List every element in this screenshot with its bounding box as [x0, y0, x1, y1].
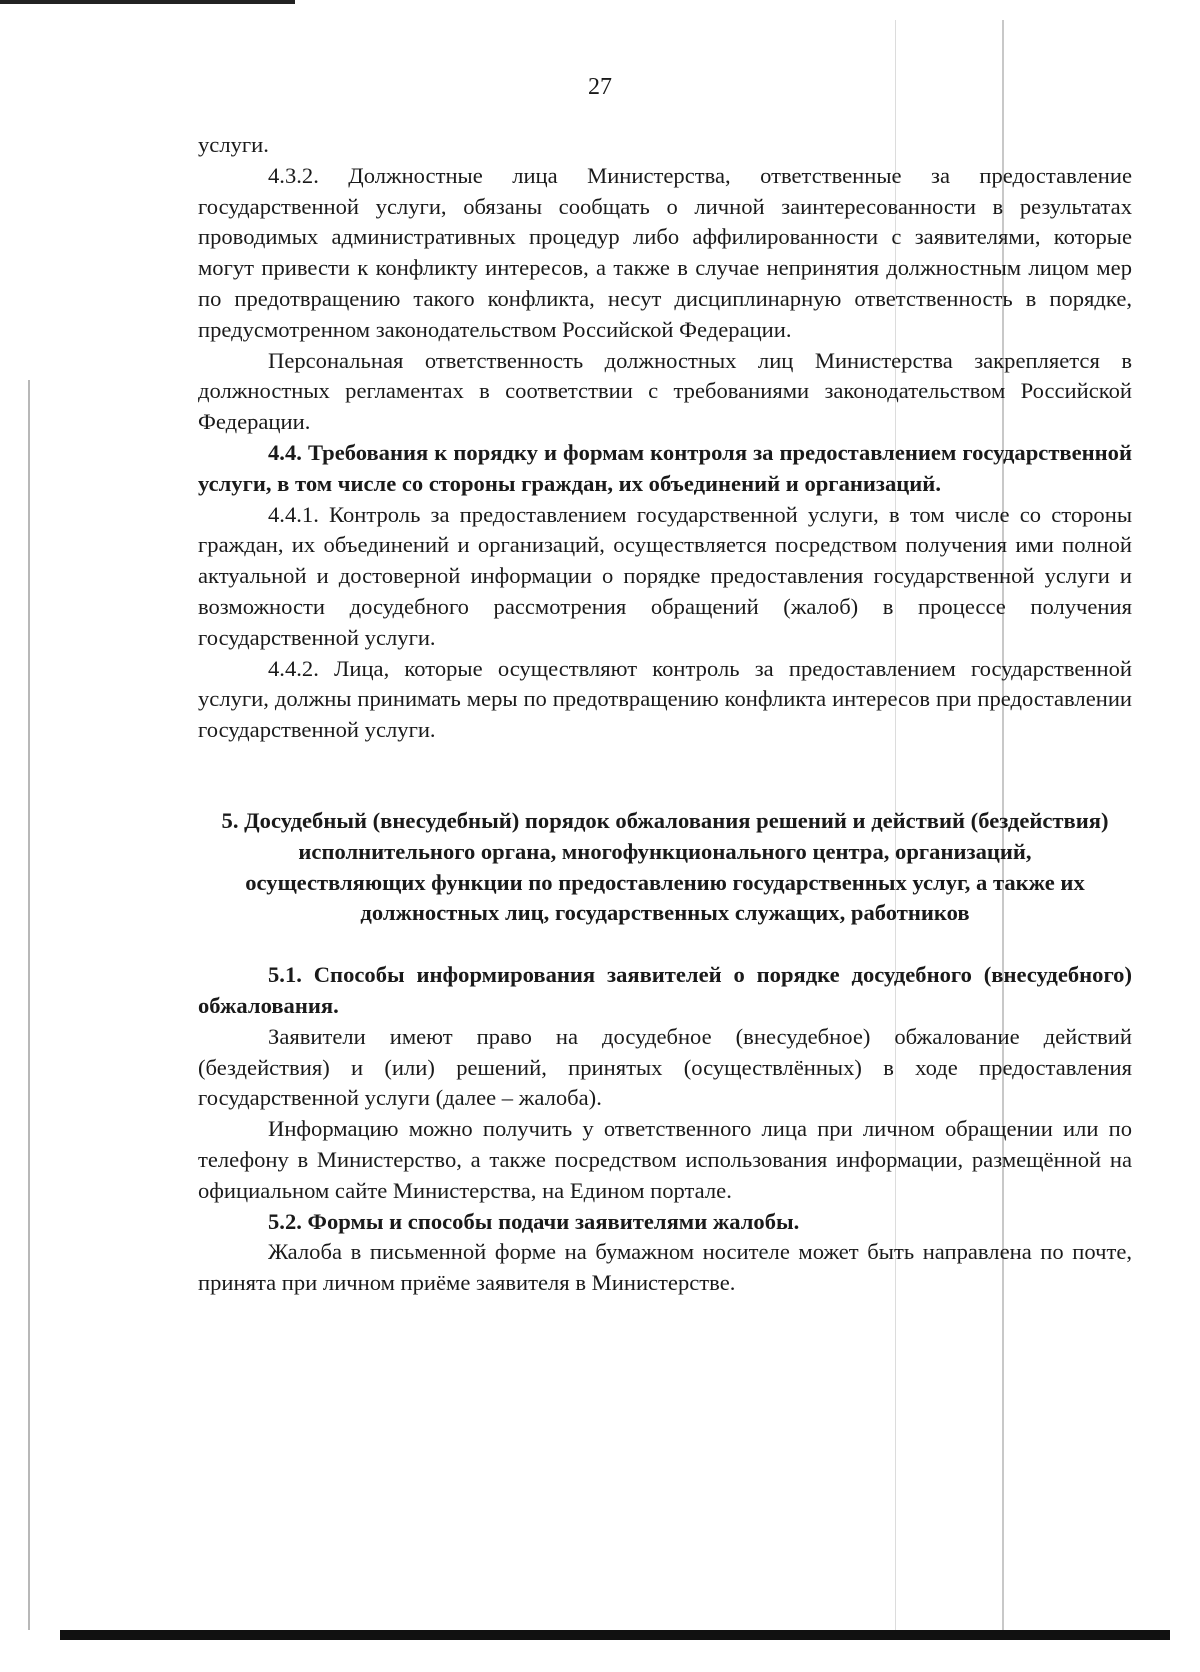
paragraph: услуги. — [198, 132, 269, 157]
subsection-heading: 4.4. Требования к порядку и формам контроля за предоставлением государственной услуги, в том числе со стороны граждан, их объединений и организаций. — [198, 439, 1132, 496]
paragraph: Жалоба в письменной форме на бумажном носителе может быть направлена по почте, принята при личном приёме заявителя в Министерстве. — [198, 1239, 1132, 1296]
subsection-heading: 5.2. Формы и способы подачи заявителями жалобы. — [268, 1208, 800, 1234]
scan-bottom-bar — [60, 1630, 1170, 1640]
paragraph: 4.4.1. Контроль за предоставлением государственной услуги, в том числе со стороны граждан, их объединений и организаций, осуществляется посредством получения ими полной актуальной и достоверной информации о порядке предоставления государственной услуги и возможности досудебного рассмотрения обращений (жалоб) в процессе получения государственной услуги. — [198, 501, 1132, 650]
paragraph: Заявители имеют право на досудебное (внесудебное) обжалование действий (бездействия) и (или) решений, принятых (осуществлённых) в ходе предоставления государственной услуги (далее – жалоба). — [198, 1023, 1132, 1111]
paragraph: 4.4.2. Лица, которые осуществляют контроль за предоставлением государственной услуги, должны принимать меры по предотвращению конфликта интересов при предоставлении государственной услуги. — [198, 655, 1132, 743]
section-heading: 5. Досудебный (внесудебный) порядок обжалования решений и действий (бездействия) исполнительного органа, многофункционального центра, организаций, осуществляющих функции по предоставлению государственных услуг, а также их должностных лиц, государственных служащих, работников — [221, 807, 1109, 926]
scan-edge-line — [28, 380, 30, 1630]
scan-edge-mark — [0, 0, 295, 4]
document-body — [198, 130, 1132, 1299]
subsection-heading: 5.1. Способы информирования заявителей о порядке досудебного (внесудебного) обжалования. — [198, 962, 1132, 1018]
paragraph: Информацию можно получить у ответственного лица при личном обращении или по телефону в Министерство, а также посредством использования информации, размещённой на официальном сайте Министерства, на Едином портале. — [198, 1116, 1132, 1203]
paragraph: Персональная ответственность должностных лиц Министерства закрепляется в должностных регламентах в соответствии с требованиями законодательством Российской Федерации. — [198, 347, 1132, 435]
page-number: 27 — [588, 74, 612, 100]
paragraph: 4.3.2. Должностные лица Министерства, ответственные за предоставление государственной услуги, обязаны сообщать о личной заинтересованности в результатах проводимых административных процедур либо аффилированности с заявителями, которые могут привести к конфликту интересов, а также в случае непринятия должностным лицом мер по предотвращению такого конфликта, несут дисциплинарную ответственность в порядке, предусмотренном законодательством Российской Федерации. — [198, 162, 1132, 342]
